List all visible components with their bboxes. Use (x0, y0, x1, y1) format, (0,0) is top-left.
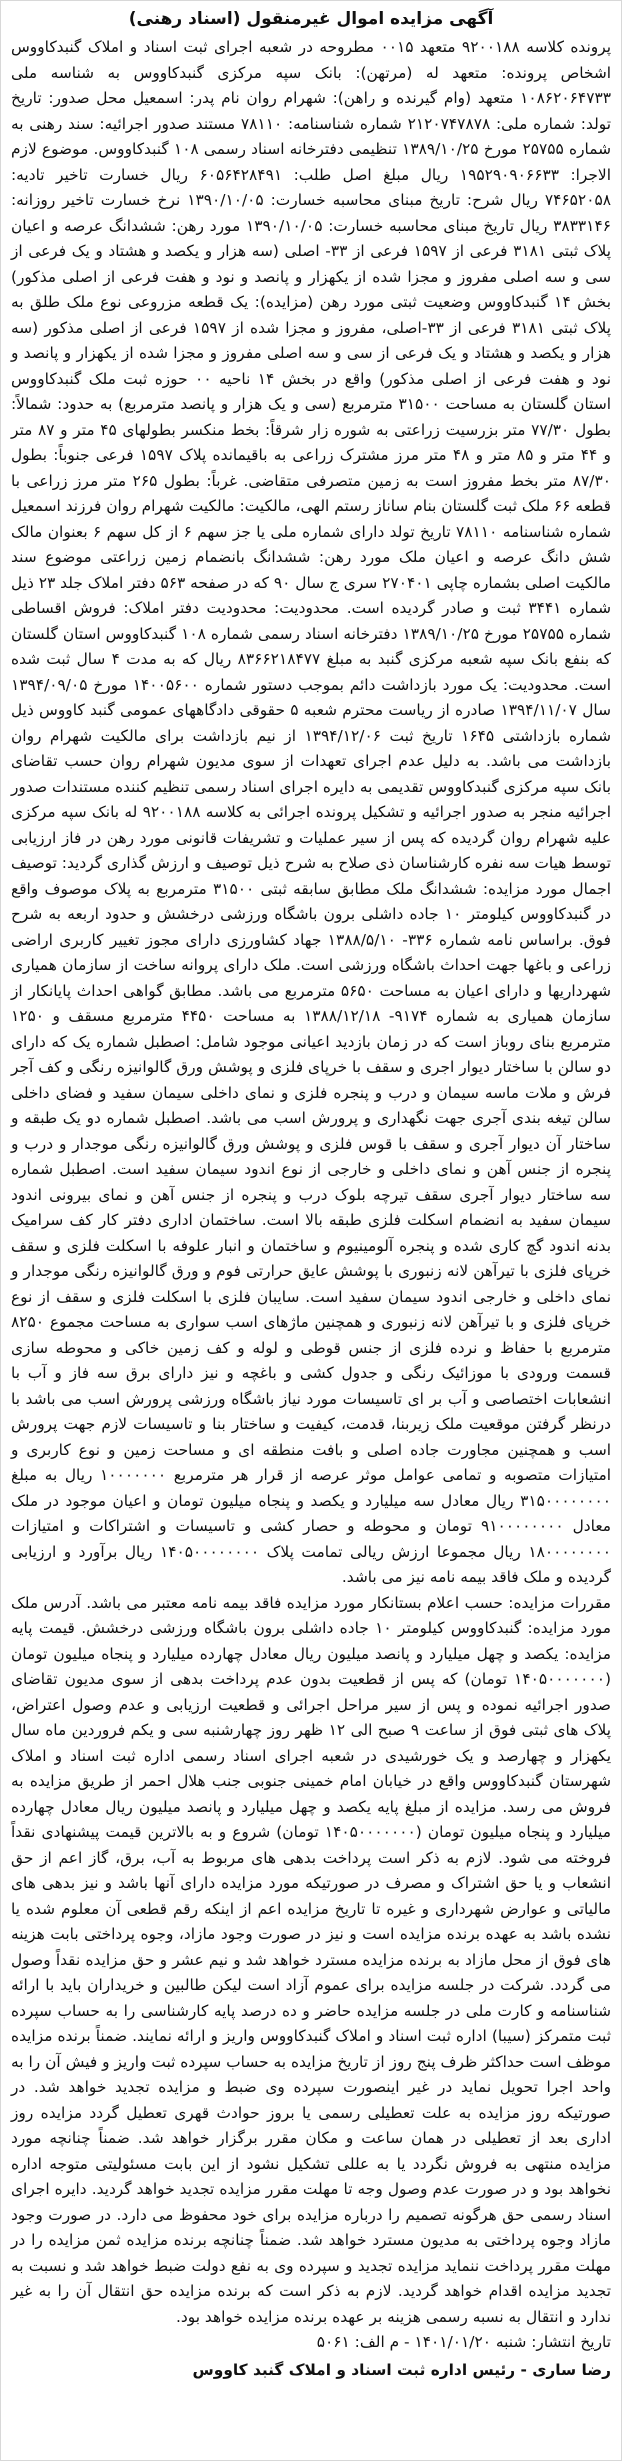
notice-title: آگهی مزایده اموال غیرمنقول (اسناد رهنی) (128, 9, 494, 29)
signature: رضا ساری - رئیس اداره ثبت اسناد و املاک گنبد کاووس (192, 2360, 611, 2379)
notice-body-terms: مقررات مزایده: حسب اعلام بستانکار مورد مزایده فاقد بیمه نامه معتبر می باشد. آدرس ملک مورد مزایده: گنبدکاووس کیلومتر ۱۰ جاده داشلی برون باشگاه ورزشی درخشش. قیمت پایه مزایده: یکصد و چهل میلیارد و پانصد میلیون ریال معادل چهارده میلیارد و پنجاه میلیون تومان (۱۴۰۵۰۰۰۰۰۰۰ تومان) که پس از قطعیت بدون عدم پرداخت بدهی از سوی مدیون تقاضای صدور اجرائیه نموده و پس از سیر مراحل اجرائی و قطعیت ارزیابی و عدم وصول اعتراض، پلاک های ثبتی فوق از ساعت ۹ صبح الی ۱۲ ظهر روز چهارشنبه سی و یکم فروردین ماه سال یکهزار و چهارصد و یک خورشیدی در شعبه اجرای اسناد رسمی اداره ثبت اسناد و املاک شهرستان گنبدکاووس واقع در خیابان امام خمینی جنوبی جنب هلال احمر از طریق مزایده به فروش می رسد. مزایده از مبلغ پایه یکصد و چهل میلیارد و پانصد میلیون ریال معادل چهارده میلیارد و پنجاه میلیون تومان (۱۴۰۵۰۰۰۰۰۰۰ تومان) شروع و به بالاترین قیمت پیشنهادی نقداً فروخته می شود. لازم به ذکر است پرداخت بدهی های مربوط به آب، برق، گاز اعم از حق انشعاب و یا حق اشتراک و مصرف در صورتیکه مورد مزایده دارای آنها باشد و نیز بدهی های مالیاتی و عوارض شهرداری و غیره تا تاریخ مزایده اعم از اینکه رقم قطعی آن معلوم شده یا نشده باشد به عهده برنده مزایده است و نیز در صورت وجود مازاد، وجوه پرداختی بابت هزینه های فوق از محل مازاد به برنده مزایده مسترد خواهد شد و نیم عشر و حق مزایده نقداً وصول می گردد. شرکت در جلسه مزایده برای عموم آزاد است لیکن طالبین و خریداران باید با ارائه شناسنامه و کارت ملی در جلسه مزایده حاضر و ده درصد پایه کارشناسی را به حساب سپرده ثبت متمرکز (سیبا) اداره ثبت اسناد و املاک گنبدکاووس واریز و ارائه نمایند. ضمناً برنده مزایده موظف است حداکثر ظرف پنج روز از تاریخ مزایده به حساب سپرده ثبت واریز و فیش آن را به واحد اجرا تحویل نماید در غیر اینصورت سپرده وی ضبط و مزایده تجدید خواهد شد. در صورتیکه روز مزایده به علت تعطیلی رسمی یا بروز حوادث قهری تعطیل گردد مزایده روز اداری بعد از تعطیلی در همان ساعت و مکان مقرر برگزار خواهد شد. ضمناً چنانچه مورد مزایده منتهی به فروش نگردد یا به عللی تشکیل نشود از این بابت مسئولیتی متوجه اداره نخواهد بود و در صورت عدم وصول وجه تا مهلت مقرر مزایده تجدید خواهد گردید. دایره اجرای اسناد رسمی حق هرگونه تصمیم را درباره مزایده برای خود محفوظ می دارد. در صورت وجود مازاد وجوه پرداختی به مدیون مسترد خواهد شد. ضمناً چنانچه برنده مزایده ثمن مزایده را در مهلت مقرر پرداخت ننماید مزایده تجدید و سپرده وی به نفع دولت ضبط خواهد شد و نسبت به تجدید مزایده اقدام خواهد گردید. لازم به ذکر است که برنده مزایده حق انتقال آن را به غیر ندارد و انتقال به نسبه رسمی هزینه بر عهده برنده مزایده خواهد بود. (11, 1593, 612, 2326)
publish-date: تاریخ انتشار: شنبه ۱۴۰۱/۰۱/۲۰ - م الف: ۵۰۶۱ (316, 2333, 611, 2351)
notice-body-main: پرونده کلاسه ۹۲۰۰۱۸۸ متعهد ۰۰۱۵ مطروحه در شعبه اجرای ثبت اسناد و املاک گنبدکاووس اشخاص پرونده: متعهد له (مرتهن): بانک سپه مرکزی گنبدکاووس به شناسه ملی ۱۰۸۶۲۰۶۴۷۳۳ متعهد (وام گیرنده و راهن): شهرام روان نام پدر: اسمعیل محل صدور: تاریخ تولد: شماره ملی: ۲۱۲۰۷۴۷۸۷۸ شماره شناسنامه: ۷۸۱۱۰ مستند صدور اجرائیه: سند رهنی به شماره ۲۵۷۵۵ مورخ ۱۳۸۹/۱۰/۲۵ تنظیمی دفترخانه اسناد رسمی ۱۰۸ گنبدکاووس. موضوع لازم الاجرا: ۱۹۵۲۹۰۹۰۶۶۳۳ ریال مبلغ اصل طلب: ۶۰۵۶۴۲۸۴۹۱ ریال خسارت تاخیر تادیه: ۷۴۶۵۲۰۵۸ ریال شرح: تاریخ مبنای محاسبه خسارت: ۱۳۹۰/۱۰/۰۵ نرخ خسارت تاخیر روزانه: ۳۸۳۳۱۴۶ ریال تاریخ مبنای محاسبه خسارت: ۱۳۹۰/۱۰/۰۵ مورد رهن: ششدانگ عرصه و اعیان پلاک ثبتی ۳۱۸۱ فرعی از ۱۵۹۷ فرعی از ۳۳- اصلی (سه هزار و یکصد و هشتاد و یک فرعی از سی و سه اصلی مفروز و مجزا شده از یکهزار و پانصد و نود و هفت فرعی از اصلی مذکور) بخش ۱۴ گنبدکاووس وضعیت ثبتی مورد رهن (مزایده): یک قطعه مزروعی نوع ملک طلق به پلاک ثبتی ۳۱۸۱ فرعی از ۳۳-اصلی، مفروز و مجزا شده از ۱۵۹۷ فرعی از اصلی مذکور (سه هزار و یکصد و هشتاد و یک فرعی از سی و سه اصلی مفروز و مجزا شده از یکهزار و پانصد و نود و هفت فرعی از اصلی مذکور) واقع در بخش ۱۴ ناحیه ۰۰ حوزه ثبت ملک گنبدکاووس استان گلستان به مساحت ۳۱۵۰۰ مترمربع (سی و یک هزار و پانصد مترمربع) به حدود: شمالاً: بطول ۷۷/۳۰ متر بزرسیت زراعتی به شوره زار شرقاً: بخط منکسر بطولهای ۴۵ متر و ۸۷ متر و ۴۴ متر و ۸۵ متر و ۴۸ متر مرز مشترک زراعی به باقیمانده پلاک ۱۵۹۷ فرعی جنوباً: بطول ۸۷/۳۰ متر بخط مفروز است به زمین متصرفی متقاضی. غرباً: بطول ۲۶۵ متر مرز زراعی با قطعه ۶۶ ملک ثبت گلستان بنام ساناز رستم الهی، مالکیت: مالکیت شهرام روان فرزند اسمعیل شماره شناسنامه ۷۸۱۱۰ تاریخ تولد دارای شماره ملی یا جز سهم ۶ از کل سهم ۶ بعنوان مالک شش دانگ عرصه و اعیان ملک مورد رهن: ششدانگ بانضمام زمین زراعتی موضوع سند مالکیت اصلی بشماره چاپی ۲۷۰۴۰۱ سری ج سال ۹۰ که در صفحه ۵۶۳ دفتر املاک جلد ۲۳ ذیل شماره ۳۴۴۱ ثبت و صادر گردیده است. محدودیت: محدودیت دفتر املاک: فروش اقساطی شماره ۲۵۷۵۵ مورخ ۱۳۸۹/۱۰/۲۵ دفترخانه اسناد رسمی شماره ۱۰۸ گنبدکاووس استان گلستان که بنفع بانک سپه شعبه مرکزی گنبد به مبلغ ۸۳۶۶۲۱۸۴۷۷ ریال که به مدت ۴ سال ثبت شده است. محدودیت: یک مورد بازداشت دائم بموجب دستور شماره ۱۴۰۰۵۶۰۰ مورخ ۱۳۹۴/۰۹/۰۵ سال ۱۳۹۴/۱۱/۰۷ صادره از ریاست محترم شعبه ۵ حقوقی دادگاههای عمومی گنبد کاووس ذیل شماره بازداشتی ۱۶۴۵ تاریخ ثبت ۱۳۹۴/۱۲/۰۶ از نیم بازداشت برای مالکیت شهرام روان بازداشت می باشد. به دلیل عدم اجرای تعهدات از سوی مدیون شهرام روان حسب تقاضای بانک سپه مرکزی گنبدکاووس تقدیمی به دایره اجرای اسناد رسمی تنظیم کننده مستندات صدور اجرائیه منجر به صدور اجرائیه و تشکیل پرونده اجرائی به کلاسه ۹۲۰۰۱۸۸ له بانک سپه مرکزی علیه شهرام روان گردیده که پس از سیر عملیات و تشریفات قانونی مورد رهن در فاز ارزیابی توسط هیات سه نفره کارشناسان ذی صلاح به شرح ذیل توصیف و ارزش گذاری گردید: توصیف اجمال مورد مزایده: ششدانگ ملک مطابق سابقه ثبتی ۳۱۵۰۰ مترمربع به پلاک موصوف واقع در گنبدکاووس کیلومتر ۱۰ جاده داشلی برون باشگاه ورزشی درخشش و حدود اربعه به شرح فوق. براساس نامه شماره ۳۳۶- ۱۳۸۸/۵/۱۰ جهاد کشاورزی دارای مجوز تغییر کاربری اراضی زراعی و باغها جهت احداث باشگاه ورزشی است. ملک دارای پروانه ساخت از سازمان همیاری شهرداریها و دارای اعیان به مساحت ۵۶۵۰ مترمربع می باشد. مطابق گواهی احداث پایانکار از سازمان همیاری به شماره ۹۱۷۴- ۱۳۸۸/۱۲/۱۸ به مساحت ۴۴۵۰ مترمربع مسقف و ۱۲۵۰ مترمربع بنای روباز است که در زمان بازدید اعیانی موجود شامل: اصطبل شماره یک که دارای دو سالن با ساختار دیوار اجری و سقف با خرپای فلزی و پوشش ورق گالوانیزه رنگی و کف آجر فرش و ملات ماسه سیمان و درب و پنجره فلزی و نمای داخلی سیمان سفید و فضای داخلی سالن تیغه بندی آجری جهت نگهداری و پرورش اسب می باشد. اصطبل شماره دو یک طبقه و ساختار آن دیوار آجری و سقف با قوس فلزی و پوشش ورق گالوانیزه رنگی موجدار و درب و پنجره از جنس آهن و نمای داخلی و خارجی از نوع اندود سیمان سفید است. اصطبل شماره سه ساختار دیوار آجری سقف تیرچه بلوک درب و پنجره از جنس آهن و نمای بیرونی اندود سیمان سفید به انضمام اسکلت فلزی طبقه بالا است. ساختمان اداری دفتر کار کف سرامیک بدنه اندود گچ کاری شده و پنجره آلومینیوم و ساختمان و انبار علوفه با اسکلت فلزی و سقف خرپای فلزی با تیرآهن لانه زنبوری با پوشش عایق حرارتی فوم و ورق گالوانیزه رنگی موجدار و نمای داخلی و خارجی اندود سیمان سفید است. سایبان فلزی با اسکلت فلزی و سقف از نوع خرپای فلزی و با تیرآهن لانه زنبوری و همچنین ماژهای اسب سواری به مساحت مجموع ۸۲۵۰ مترمربع با حفاظ و نرده فلزی از جنس قوطی و لوله و کف زمین خاکی و محوطه سازی قسمت ورودی با موزائیک رنگی و جدول کشی و باغچه و نیز دارای برق سه فاز و آب با انشعابات اختصاصی و آب بر ای تاسیسات مورد نیاز باشگاه ورزشی پرورش اسب می باشد با درنظر گرفتن موقعیت ملک زیربنا، قدمت، کیفیت و ساختار بنا و تاسیسات لازم جهت پرورش اسب و همچنین مجاورت جاده اصلی و بافت منطقه ای و مساحت زمین و نوع کاربری و امتیازات متصوبه و تمامی عوامل موثر عرصه از قرار هر مترمربع ۱۰۰۰۰۰۰۰ ریال به مبلغ ۳۱۵۰۰۰۰۰۰۰۰ ریال معادل سه میلیارد و یکصد و پنجاه میلیون تومان و اعیان موجود در ملک معادل ۹۱۰۰۰۰۰۰۰۰ تومان و محوطه و حصار کشی و تاسیسات و اشتراکات و امتیازات ۱۸۰۰۰۰۰۰۰۰ ریال مجموعا ارزش ریالی تمامت پلاک ۱۴۰۵۰۰۰۰۰۰۰۰ ریال برآورد و ارزیابی گردیده و ملک فاقد بیمه نامه نیز می باشد. (11, 38, 612, 1586)
